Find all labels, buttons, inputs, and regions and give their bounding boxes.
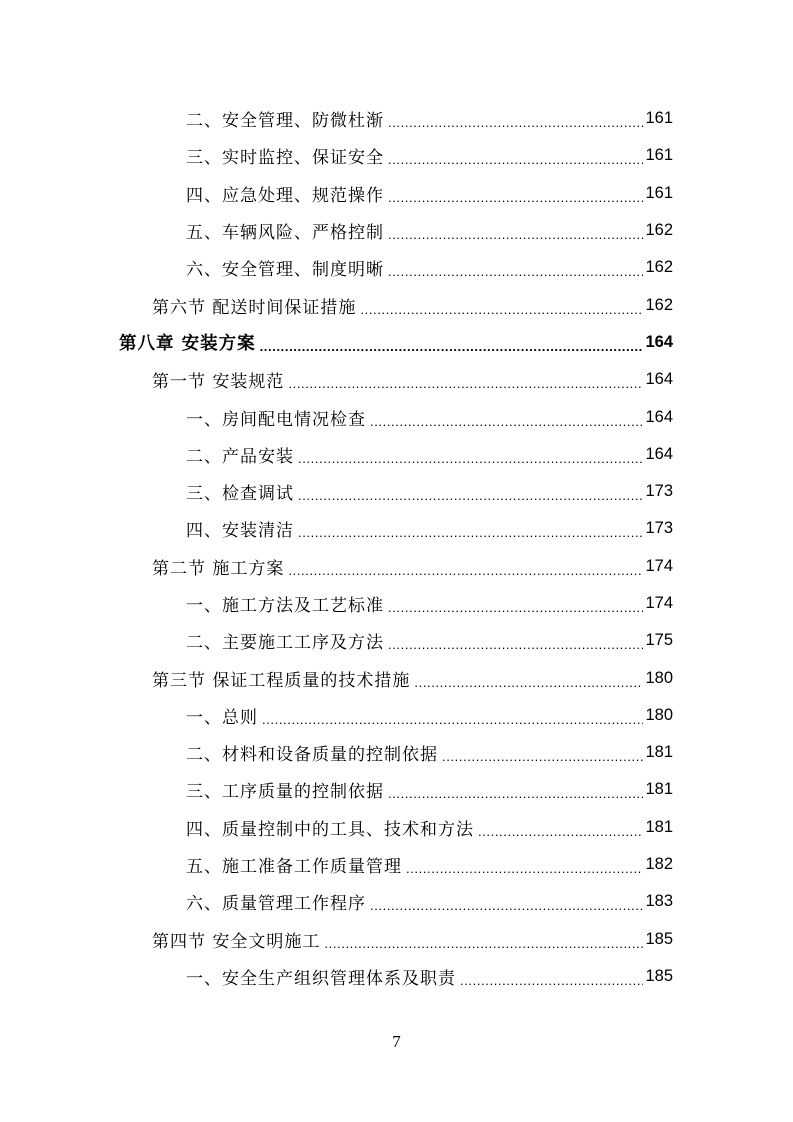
toc-entry-page: 162 <box>645 258 673 277</box>
toc-section-entry[interactable] <box>0 286 793 323</box>
toc-entry-label: 四、安装清洁 <box>186 521 294 542</box>
toc-leader-dots <box>262 712 643 727</box>
toc-entry-label: 三、工序质量的控制依据 <box>186 782 384 803</box>
toc-entry-page: 181 <box>645 743 673 762</box>
toc-entry-page: 164 <box>645 332 673 351</box>
toc-leader-dots <box>388 227 643 242</box>
toc-entry-label: 一、总则 <box>186 707 258 728</box>
toc-entry-page: 161 <box>645 146 673 165</box>
toc-leader-dots <box>298 488 643 503</box>
toc-entry-page: 181 <box>645 817 673 836</box>
toc-entry-page: 180 <box>645 668 673 687</box>
toc-entry[interactable] <box>0 697 793 734</box>
toc-entry-page: 180 <box>645 705 673 724</box>
toc-entry-page: 185 <box>645 929 673 948</box>
toc-leader-dots <box>370 898 643 913</box>
toc-leader-dots <box>388 115 643 130</box>
toc-leader-dots <box>388 637 643 652</box>
toc-section-entry[interactable] <box>0 361 793 398</box>
toc-entry-page: 161 <box>645 183 673 202</box>
toc-entry[interactable] <box>0 734 793 771</box>
toc-entry-label: 第三节 保证工程质量的技术措施 <box>152 670 411 691</box>
toc-leader-dots <box>388 786 643 801</box>
toc-entry[interactable] <box>0 585 793 622</box>
toc-leader-dots <box>388 152 643 167</box>
toc-entry[interactable] <box>0 622 793 659</box>
toc-entry[interactable] <box>0 958 793 995</box>
toc-entry-page: 161 <box>645 109 673 128</box>
toc-entry-page: 185 <box>645 966 673 985</box>
toc-entry-label: 二、材料和设备质量的控制依据 <box>186 745 438 766</box>
toc-entry-label: 五、施工准备工作质量管理 <box>186 857 402 878</box>
toc-leader-dots <box>478 824 643 839</box>
toc-entry-page: 183 <box>645 892 673 911</box>
toc-entry-page: 173 <box>645 482 673 501</box>
toc-entry-label: 第八章 安装方案 <box>119 333 256 354</box>
toc-entry-label: 三、检查调试 <box>186 484 294 505</box>
toc-entry[interactable] <box>0 473 793 510</box>
toc-entry-label: 四、质量控制中的工具、技术和方法 <box>186 819 474 840</box>
toc-entry-page: 181 <box>645 780 673 799</box>
toc-leader-dots <box>260 339 644 354</box>
toc-entry-page: 164 <box>645 370 673 389</box>
toc-entry-label: 第二节 施工方案 <box>152 558 285 579</box>
toc-entry-label: 六、质量管理工作程序 <box>186 894 366 915</box>
toc-leader-dots <box>388 600 643 615</box>
toc-entry[interactable] <box>0 771 793 808</box>
toc-section-entry[interactable] <box>0 659 793 696</box>
toc-entry[interactable] <box>0 436 793 473</box>
toc-entry[interactable] <box>0 100 793 137</box>
toc-section-entry[interactable] <box>0 921 793 958</box>
toc-entry-label: 二、主要施工工序及方法 <box>186 633 384 654</box>
toc-entry-page: 162 <box>645 295 673 314</box>
toc-entry[interactable] <box>0 175 793 212</box>
toc-leader-dots <box>324 936 643 951</box>
toc-leader-dots <box>288 376 643 391</box>
toc-entry-page: 174 <box>645 556 673 575</box>
toc-entry[interactable] <box>0 398 793 435</box>
toc-entry[interactable] <box>0 249 793 286</box>
toc-entry[interactable] <box>0 510 793 547</box>
table-of-contents <box>0 100 793 995</box>
toc-entry[interactable] <box>0 846 793 883</box>
toc-entry-label: 第一节 安装规范 <box>152 372 285 393</box>
toc-entry-page: 173 <box>645 519 673 538</box>
toc-entry-label: 第六节 配送时间保证措施 <box>152 297 357 318</box>
toc-entry-page: 175 <box>645 631 673 650</box>
toc-chapter-entry[interactable] <box>0 324 793 361</box>
toc-entry-label: 二、安全管理、防微杜渐 <box>186 111 384 132</box>
page-number: 7 <box>392 1032 401 1051</box>
toc-entry-label: 三、实时监控、保证安全 <box>186 148 384 169</box>
toc-entry[interactable] <box>0 212 793 249</box>
toc-leader-dots <box>442 749 643 764</box>
toc-leader-dots <box>406 861 643 876</box>
toc-leader-dots <box>370 414 643 429</box>
toc-leader-dots <box>298 525 643 540</box>
toc-leader-dots <box>388 264 643 279</box>
toc-leader-dots <box>414 675 643 690</box>
toc-entry[interactable] <box>0 137 793 174</box>
toc-entry-page: 164 <box>645 407 673 426</box>
toc-leader-dots <box>360 302 643 317</box>
toc-entry-label: 四、应急处理、规范操作 <box>186 185 384 206</box>
toc-entry[interactable] <box>0 883 793 920</box>
toc-leader-dots <box>298 451 643 466</box>
toc-entry-page: 182 <box>645 855 673 874</box>
toc-entry-page: 164 <box>645 444 673 463</box>
toc-section-entry[interactable] <box>0 548 793 585</box>
toc-entry-label: 一、房间配电情况检查 <box>186 409 366 430</box>
toc-leader-dots <box>388 190 643 205</box>
toc-entry-label: 六、安全管理、制度明晰 <box>186 260 384 281</box>
toc-entry[interactable] <box>0 809 793 846</box>
toc-entry-label: 一、施工方法及工艺标准 <box>186 596 384 616</box>
toc-entry-label: 五、车辆风险、严格控制 <box>186 223 384 244</box>
toc-entry-label: 二、产品安装 <box>186 446 294 467</box>
toc-leader-dots <box>460 973 643 988</box>
toc-entry-page: 174 <box>645 594 673 612</box>
toc-entry-label: 一、安全生产组织管理体系及职责 <box>186 968 456 989</box>
toc-entry-label: 第四节 安全文明施工 <box>152 931 321 952</box>
toc-entry-page: 162 <box>645 221 673 240</box>
toc-leader-dots <box>288 563 643 578</box>
